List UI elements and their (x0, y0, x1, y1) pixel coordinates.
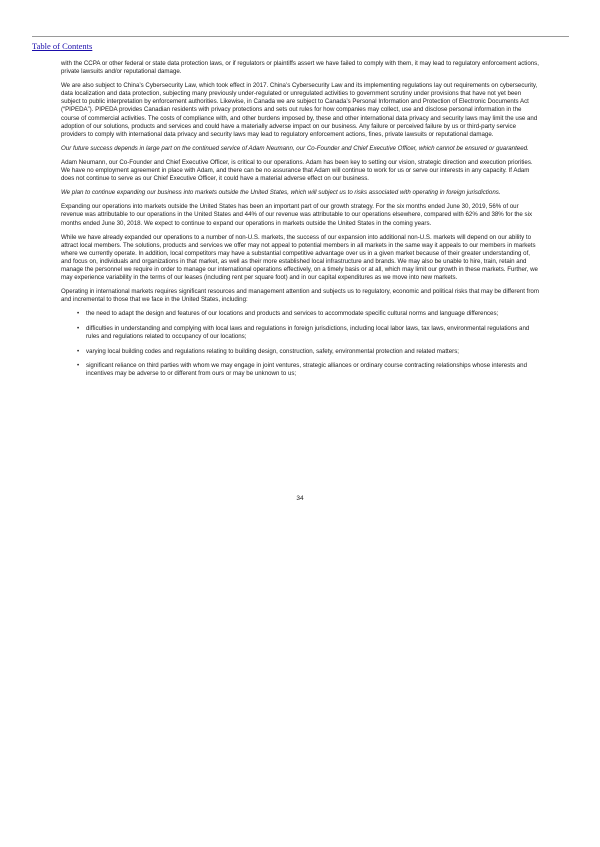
paragraph: Operating in international markets requires significant resources and management attention and subjects us to regulatory, economic and political risks that may be different from and incremental to those that we face in the United States, including: (61, 288, 539, 304)
list-item-text: difficulties in understanding and complying with local laws and regulations in foreign jurisdictions, including local labor laws, tax laws, environmental regulations and rules and regulations related to occupancy of our locations; (86, 324, 530, 341)
risk-factor-heading: We plan to continue expanding our business into markets outside the United States, which will subject us to risks associated with operating in foreign jurisdictions. (61, 189, 501, 197)
header-divider (32, 36, 569, 37)
list-item (61, 348, 539, 356)
list-item (61, 362, 539, 378)
list-item (61, 310, 539, 318)
paragraph: While we have already expanded our operations to a number of non-U.S. markets, the success of our expansion into additional non-U.S. markets will depend on our ability to attract local members. The solutions, products and services we offer may not appeal to potential members in all markets in the same way it appeals to our members in markets where we currently operate. In addition, local competitors may have a substantial competitive advantage over us in a given market because of their greater understanding of, and focus on, individuals and organizations in that market, as well as their more established local infrastructure and brands. We may also be unable to hire, train, retain and manage the personnel we require in order to manage our international operations effectively, on a timely basis or at all, which may limit our growth in these markets. Further, we may experience variability in the terms of our leases (including rent per square foot) and in our capital expenditures as we move into new markets. (61, 233, 538, 282)
list-item-text: varying local building codes and regulations relating to building design, construction, safety, environmental protection and related matters; (86, 347, 459, 355)
page-number: 34 (296, 495, 304, 502)
risk-list (61, 310, 539, 378)
table-of-contents-link[interactable]: Table of Contents (32, 41, 93, 51)
list-item-text: significant reliance on third parties with whom we may engage in joint ventures, strategic alliances or ordinary course contracting relationships whose interests and incentives may be adverse to or different from ours or may be unknown to us; (86, 362, 527, 378)
list-item-text: the need to adapt the design and features of our locations and products and services to accommodate specific cultural norms and language differences; (86, 310, 499, 318)
bullet-icon: • (77, 310, 80, 318)
paragraph: We are also subject to China’s Cybersecurity Law, which took effect in 2017. China’s Cybersecurity Law and its implementing regulations lay out requirements on cybersecurity, data localization and data protection, subjecting many previously under-regulated or unregulated activities to government scrutiny under provisions that have not yet been subject to public interpretation by enforcement authorities. Likewise, in Canada we are subject to Canada’s Personal Information and Protection of Electronic Documents Act (“PIPEDA”). PIPEDA provides Canadian residents with privacy protections and sets out rules for how companies may collect, use and disclose personal information in the course of commercial activities. The costs of compliance with, and other burdens imposed by, these and other international data privacy and security laws may limit the use and adoption of our solutions, products and services and could have a materially adverse impact on our business. Any failure or perceived failure by us or third-party service providers to comply with international data privacy and security laws may lead to regulatory enforcement actions, fines, private lawsuits or reputational damage. (61, 82, 538, 138)
bullet-icon: • (77, 324, 80, 332)
list-item (61, 325, 539, 341)
page-body (61, 60, 539, 385)
paragraph: Adam Neumann, our Co-Founder and Chief Executive Officer, is critical to our operations. Adam has been key to setting our vision, strategic direction and execution priorities. We have no employment agreement in place with Adam, and there can be no assurance that Adam will continue to work for us or serve our interests in any capacity. If Adam does not continue to serve as our Chief Executive Officer, it could have a material adverse effect on our business. (61, 158, 533, 183)
bullet-icon: • (77, 362, 80, 370)
paragraph: Expanding our operations into markets outside the United States has been an important part of our growth strategy. For the six months ended June 30, 2019, 56% of our revenue was attributable to our operations in the United States and 44% of our revenue was attributable to our operations elsewhere, compared with 62% and 38% for the six months ended June 30, 2018. We expect to continue to expand our operations in markets outside the United States in the coming years. (61, 203, 533, 227)
paragraph: with the CCPA or other federal or state data protection laws, or if regulators or plaintiffs assert we have failed to comply with them, it may lead to regulatory enforcement actions, private lawsuits and/or reputational damage. (61, 60, 539, 76)
bullet-icon: • (77, 347, 80, 355)
risk-factor-heading: Our future success depends in large part on the continued service of Adam Neumann, our Co-Founder and Chief Executive Officer, which cannot be ensured or guaranteed. (61, 144, 529, 152)
